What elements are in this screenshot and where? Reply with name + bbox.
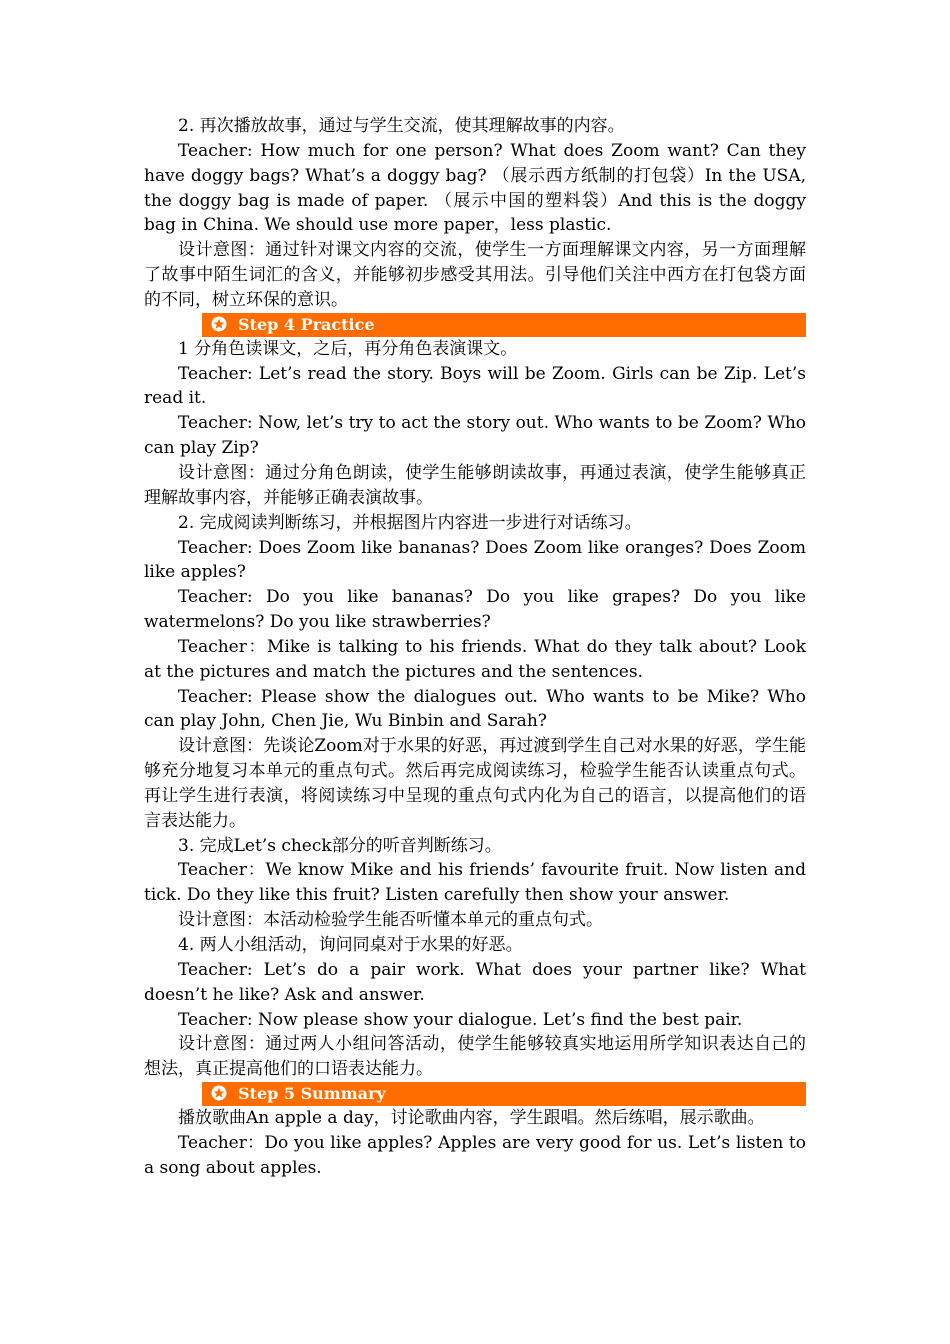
step-4-label: Step 4 Practice bbox=[238, 314, 375, 334]
paragraph: 3. 完成Let’s check部分的听音判断练习。 bbox=[178, 835, 502, 856]
paragraph: 2. 再次播放故事，通过与学生交流，使其理解故事的内容。 bbox=[178, 116, 625, 136]
paragraph: 1 分角色读课文，之后，再分角色表演课文。 bbox=[178, 338, 518, 359]
star-circle-icon bbox=[210, 313, 228, 337]
paragraph: Teacher: Please show the dialogues out. Who wants to be Mike? Who can play John, Chen Jie, Wu Binbin and Sarah? bbox=[144, 686, 806, 732]
paragraph: Teacher：Do you like apples? Apples are very good for us. Let’s listen to a song about apples. bbox=[144, 1132, 806, 1178]
paragraph: 4. 两人小组活动，询问同桌对于水果的好恶。 bbox=[178, 935, 523, 955]
paragraph: Teacher：We know Mike and his friends’ favourite fruit. Now listen and tick. Do they like this fruit? Listen carefully then show your answer. bbox=[144, 860, 806, 906]
paragraph: 播放歌曲An apple a day，讨论歌曲内容，学生跟唱。然后练唱，展示歌曲。 bbox=[178, 1108, 765, 1129]
paragraph: Teacher: Let’s do a pair work. What does your partner like? What doesn’t he like? Ask and answer. bbox=[144, 959, 806, 1005]
paragraph: 设计意图：通过两人小组问答活动，使学生能够较真实地运用所学知识表达自己的想法，真正提高他们的口语表达能力。 bbox=[144, 1034, 806, 1080]
document-page bbox=[144, 114, 806, 1181]
paragraph: 设计意图：本活动检验学生能否听懂本单元的重点句式。 bbox=[178, 910, 603, 931]
paragraph: Teacher: Now, let’s try to act the story out. Who wants to be Zoom? Who can play Zip? bbox=[144, 413, 806, 459]
paragraph: Teacher: Now please show your dialogue. Let’s find the best pair. bbox=[178, 1009, 743, 1030]
paragraph: 设计意图：先谈论Zoom对于水果的好恶，再过渡到学生自己对水果的好恶，学生能够充分地复习本单元的重点句式。然后再完成阅读练习，检验学生能否认读重点句式。再让学生进行表演，将阅读练习中呈现的重点句式内化为自己的语言，以提高他们的语言表达能力。 bbox=[144, 736, 806, 831]
paragraph: 设计意图：通过分角色朗读，使学生能够朗读故事，再通过表演，使学生能够真正理解故事内容，并能够正确表演故事。 bbox=[144, 462, 806, 508]
paragraph: 2. 完成阅读判断练习，并根据图片内容进一步进行对话练习。 bbox=[178, 512, 642, 533]
paragraph: Teacher: Do you like bananas? Do you like grapes? Do you like watermelons? Do you like strawberries? bbox=[144, 587, 806, 633]
step-5-label: Step 5 Summary bbox=[238, 1084, 386, 1104]
paragraph: Teacher：Mike is talking to his friends. What do they talk about? Look at the pictures and match the pictures and the sentences. bbox=[144, 636, 806, 682]
star-circle-icon bbox=[210, 1082, 228, 1106]
paragraph: Teacher: Let’s read the story. Boys will be Zoom. Girls can be Zip. Let’s read it. bbox=[144, 363, 806, 409]
paragraph: 设计意图：通过针对课文内容的交流，使学生一方面理解课文内容，另一方面理解了故事中陌生词汇的含义，并能够初步感受其用法。引导他们关注中西方在打包袋方面的不同，树立环保的意识。 bbox=[144, 240, 806, 310]
paragraph: Teacher: How much for one person? What does Zoom want? Can they have doggy bags? What’s a doggy bag? （展示西方纸制的打包袋）In the USA, the doggy bag is made of paper. （展示中国的塑料袋）And this is the doggy bag in China. We should use more paper，less plastic. bbox=[144, 140, 806, 236]
step-5-heading bbox=[202, 1082, 806, 1106]
paragraph: Teacher: Does Zoom like bananas? Does Zoom like oranges? Does Zoom like apples? bbox=[144, 537, 806, 583]
step-4-heading bbox=[202, 313, 806, 337]
